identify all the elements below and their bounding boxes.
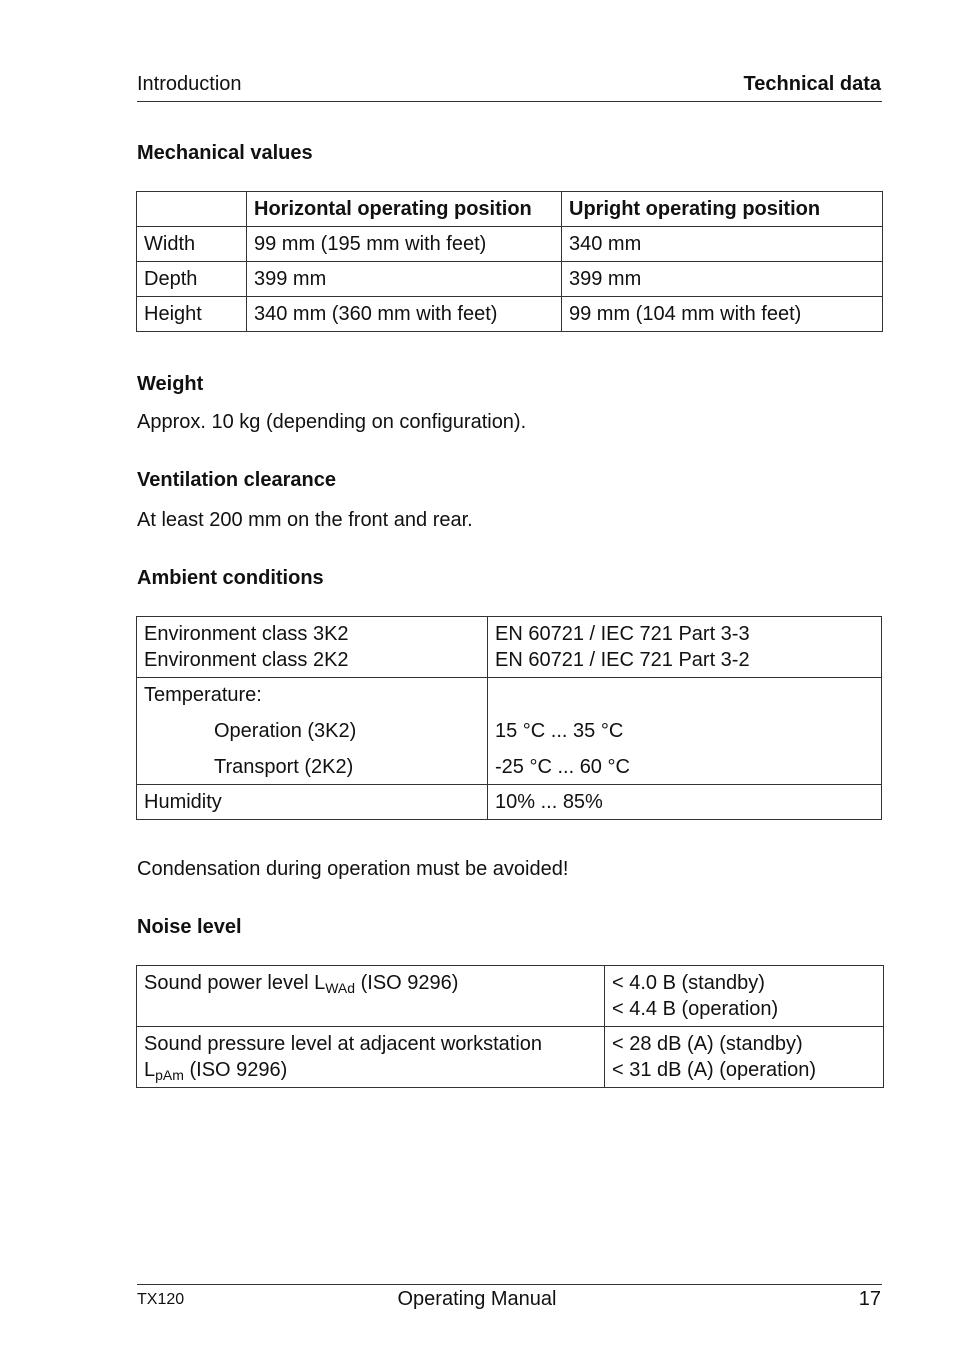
ambient-table bbox=[136, 616, 882, 820]
header-section: Introduction bbox=[137, 73, 242, 95]
table-cell bbox=[605, 1027, 884, 1088]
pressure-label-post: (ISO 9296) bbox=[183, 1059, 288, 1081]
temperature-spacer bbox=[495, 682, 874, 708]
table-cell: Height bbox=[137, 297, 247, 332]
operation-label: Operation (3K2) bbox=[214, 720, 357, 742]
env-class-3k2: Environment class 3K2 bbox=[144, 623, 349, 645]
table-row bbox=[137, 966, 884, 1027]
ventilation-heading: Ventilation clearance bbox=[137, 469, 336, 491]
footer-model: TX120 bbox=[137, 1291, 185, 1308]
env-standard-3-2: EN 60721 / IEC 721 Part 3-2 bbox=[495, 649, 750, 671]
table-cell: Width bbox=[137, 227, 247, 262]
footer-manual: Operating Manual bbox=[397, 1288, 557, 1310]
table-header-row bbox=[137, 192, 883, 227]
table-cell: 399 mm bbox=[562, 262, 883, 297]
table-row bbox=[137, 617, 882, 678]
power-operation: < 4.4 B (operation) bbox=[612, 998, 779, 1020]
operation-value: 15 °C ... 35 °C bbox=[495, 720, 624, 742]
table-cell bbox=[137, 617, 488, 678]
table-cell: 340 mm (360 mm with feet) bbox=[247, 297, 562, 332]
table-cell bbox=[488, 678, 882, 785]
noise-heading: Noise level bbox=[137, 916, 242, 938]
table-header-cell: Horizontal operating position bbox=[247, 192, 562, 227]
table-cell: 399 mm bbox=[247, 262, 562, 297]
power-standby: < 4.0 B (standby) bbox=[612, 972, 765, 994]
table-cell bbox=[137, 1027, 605, 1088]
table-header-cell: Upright operating position bbox=[562, 192, 883, 227]
mechanical-heading: Mechanical values bbox=[137, 142, 313, 164]
pressure-operation: < 31 dB (A) (operation) bbox=[612, 1059, 816, 1081]
header-divider bbox=[137, 101, 882, 102]
table-cell bbox=[488, 617, 882, 678]
header-title: Technical data bbox=[743, 73, 881, 95]
power-label-sub: WAd bbox=[325, 980, 356, 996]
weight-text: Approx. 10 kg (depending on configuration). bbox=[137, 411, 527, 433]
env-standard-3-3: EN 60721 / IEC 721 Part 3-3 bbox=[495, 623, 750, 645]
table-cell: Humidity bbox=[137, 785, 488, 820]
mechanical-table bbox=[136, 191, 883, 332]
table-row bbox=[137, 785, 882, 820]
pressure-label-line1: Sound pressure level at adjacent workstation bbox=[144, 1033, 543, 1055]
table-header-cell bbox=[137, 192, 247, 227]
transport-label: Transport (2K2) bbox=[214, 756, 354, 778]
table-cell bbox=[137, 678, 488, 785]
table-row bbox=[137, 1027, 884, 1088]
table-row bbox=[137, 262, 883, 297]
table-row bbox=[137, 678, 882, 785]
pressure-label-sub: pAm bbox=[155, 1067, 184, 1083]
table-row bbox=[137, 227, 883, 262]
table-cell: 99 mm (104 mm with feet) bbox=[562, 297, 883, 332]
temperature-label: Temperature: bbox=[144, 684, 262, 706]
page-number: 17 bbox=[858, 1288, 881, 1310]
footer-divider bbox=[137, 1284, 882, 1285]
power-label-post: (ISO 9296) bbox=[355, 972, 459, 994]
table-cell: Depth bbox=[137, 262, 247, 297]
weight-heading: Weight bbox=[137, 373, 204, 395]
power-label-pre: Sound power level L bbox=[144, 972, 326, 994]
table-row bbox=[137, 297, 883, 332]
transport-value: -25 °C ... 60 °C bbox=[495, 756, 630, 778]
pressure-standby: < 28 dB (A) (standby) bbox=[612, 1033, 803, 1055]
pressure-label-pre: L bbox=[144, 1059, 156, 1081]
table-cell bbox=[137, 966, 605, 1027]
condensation-note: Condensation during operation must be avoided! bbox=[137, 858, 569, 880]
ambient-heading: Ambient conditions bbox=[137, 567, 324, 589]
ventilation-text: At least 200 mm on the front and rear. bbox=[137, 509, 473, 531]
table-cell: 10% ... 85% bbox=[488, 785, 882, 820]
noise-table bbox=[136, 965, 884, 1088]
env-class-2k2: Environment class 2K2 bbox=[144, 649, 349, 671]
table-cell: 340 mm bbox=[562, 227, 883, 262]
table-cell bbox=[605, 966, 884, 1027]
table-cell: 99 mm (195 mm with feet) bbox=[247, 227, 562, 262]
